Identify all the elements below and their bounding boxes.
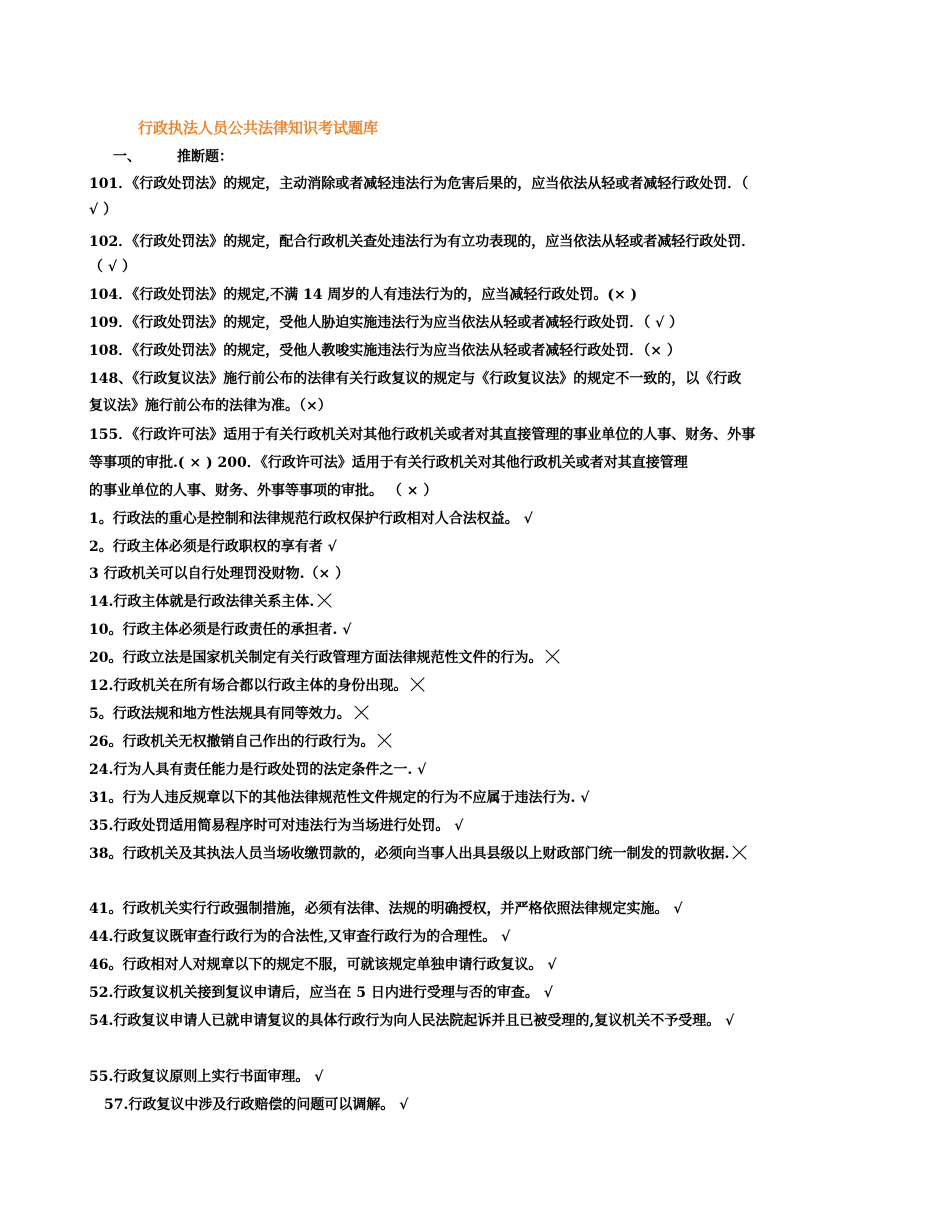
document-title: 行政执法人员公共法律知识考试题库: [138, 119, 379, 137]
question-line: 102．《行政处罚法》的规定，配合行政机关查处违法行为有立功表现的，应当依法从轻或者减轻行政处罚．: [89, 234, 756, 250]
section-number: 一、: [113, 149, 141, 165]
question-text: 12.行政机关在所有场合都以行政主体的身份出现。: [89, 678, 408, 694]
question-line: 44.行政复议既审查行政行为的合法性,又审查行政行为的合理性。 √: [89, 929, 511, 945]
cross-mark-icon: [409, 676, 427, 692]
question-line: 31。行为人违反规章以下的其他法律规范性文件规定的行为不应属于违法行为. √: [89, 790, 590, 806]
question-line: 54.行政复议申请人已就申请复议的具体行政行为向人民法院起诉并且已被受理的,复议机关不予受理。 √: [89, 1013, 735, 1029]
cross-mark-icon: [353, 704, 371, 720]
question-line: 109．《行政处罚法》的规定，受他人胁迫实施违法行为应当依法从轻或者减轻行政处罚．（ √ ）: [89, 315, 684, 331]
question-line: 复议法》施行前公布的法律为准。（×）: [89, 398, 332, 414]
question-line: 148、《行政复议法》施行前公布的法律有关行政复议的规定与《行政复议法》的规定不一致的，以《行政: [89, 371, 742, 387]
question-line: 的事业单位的人事、财务、外事等事项的审批。 （ × ）: [89, 483, 438, 499]
question-line: 41。行政机关实行行政强制措施，必须有法律、法规的明确授权，并严格依照法律规定实施。 √: [89, 901, 683, 917]
question-line: [89, 592, 334, 612]
section-heading: [113, 146, 233, 166]
question-line: √ ）: [89, 202, 118, 218]
question-line: 24.行为人具有责任能力是行政处罚的法定条件之一. √: [89, 762, 427, 778]
question-line: 35.行政处罚适用简易程序时可对违法行为当场进行处罚。 √: [89, 818, 464, 834]
question-line: [89, 676, 427, 696]
cross-mark-icon: [376, 732, 394, 748]
question-text: 14.行政主体就是行政法律关系主体.: [89, 594, 315, 610]
question-line: 101．《行政处罚法》的规定，主动消除或者减轻违法行为危害后果的，应当依法从轻或者减轻行政处罚．（: [89, 176, 749, 192]
question-line: 2。行政主体必须是行政职权的享有者 √: [89, 539, 337, 555]
question-line: 等事项的审批.( × ) 200．《行政许可法》适用于有关行政机关对其他行政机关或者对其直接管理: [89, 455, 688, 471]
question-line: [89, 648, 562, 668]
question-text: 38。行政机关及其执法人员当场收缴罚款的，必须向当事人出具县级以上财政部门统一制发的罚款收据.: [89, 846, 730, 862]
question-line: 55.行政复议原则上实行书面审理。 √: [89, 1069, 324, 1085]
question-line: 57.行政复议中涉及行政赔偿的问题可以调解。 √: [104, 1097, 409, 1113]
question-text: 20。行政立法是国家机关制定有关行政管理方面法律规范性文件的行为。: [89, 650, 543, 666]
section-label: 推断题：: [177, 149, 233, 165]
cross-mark-icon: [544, 648, 562, 664]
question-line: 108．《行政处罚法》的规定，受他人教唆实施违法行为应当依法从轻或者减轻行政处罚．（× ）: [89, 343, 681, 359]
question-line: [89, 732, 394, 752]
question-line: [89, 704, 371, 724]
question-text: 5。行政法规和地方性法规具有同等效力。: [89, 706, 351, 722]
question-line: （ √ ）: [89, 259, 136, 275]
question-line: 46。行政相对人对规章以下的规定不服，可就该规定单独申请行政复议。 √: [89, 957, 557, 973]
question-line: 10。行政主体必须是行政责任的承担者. √: [89, 622, 352, 638]
question-line: 3 行政机关可以自行处理罚没财物.（× ）: [89, 566, 350, 582]
question-line: 104．《行政处罚法》的规定,不满 14 周岁的人有违法行为的，应当减轻行政处罚。(× ): [89, 287, 638, 303]
cross-mark-icon: [731, 844, 749, 860]
question-text: 26。行政机关无权撤销自己作出的行政行为。: [89, 734, 375, 750]
question-line: 1。行政法的重心是控制和法律规范行政权保护行政相对人合法权益。 √: [89, 511, 533, 527]
cross-mark-icon: [316, 592, 334, 608]
question-line: 155．《行政许可法》适用于有关行政机关对其他行政机关或者对其直接管理的事业单位的人事、财务、外事: [89, 427, 756, 443]
question-line: [89, 844, 749, 864]
question-line: 52.行政复议机关接到复议申请后，应当在 5 日内进行受理与否的审查。 √: [89, 985, 553, 1001]
